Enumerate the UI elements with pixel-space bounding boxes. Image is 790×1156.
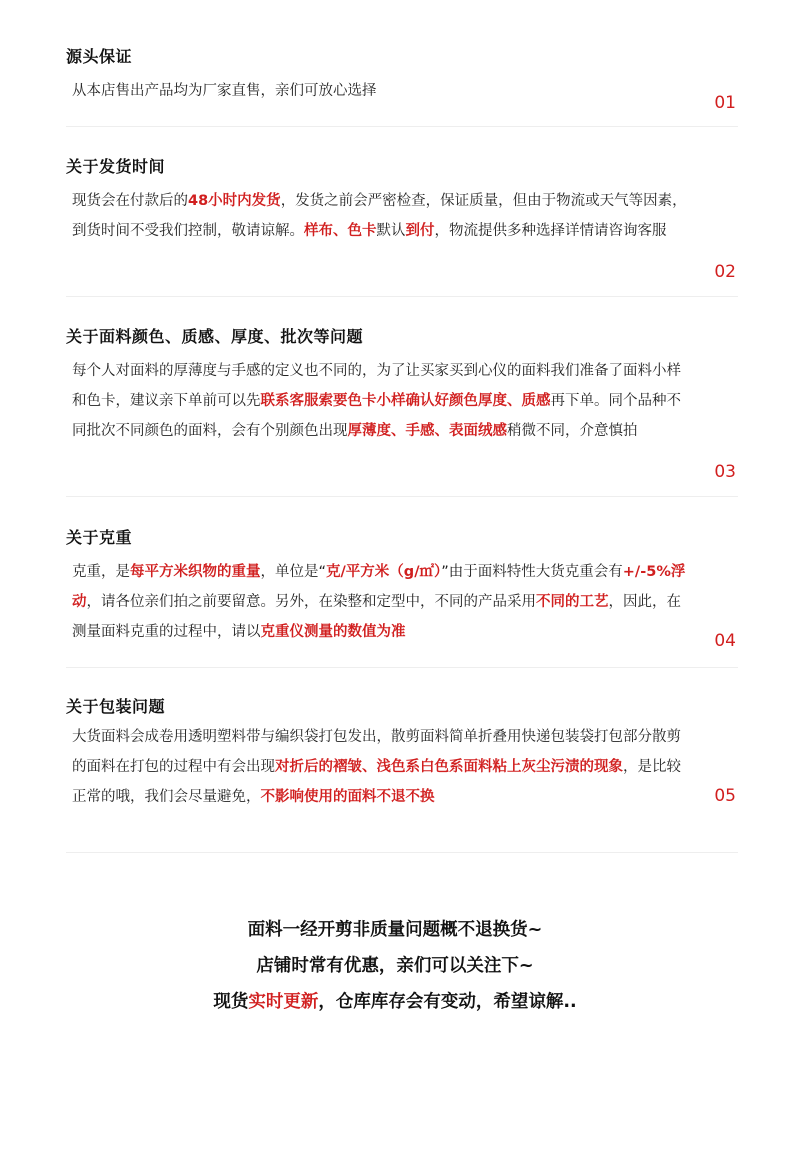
highlight-text: 厚薄度、手感、表面绒感 [347,423,507,439]
section-title: 关于包装问题 [66,697,166,716]
body-text: 大货面料会成卷用透明塑料带与编织袋打包发出，散剪面料简单折叠用快递包装袋打包部分散剪的面料在打包的过程中有会出现 [72,729,681,775]
footer-line-3-prefix: 现货 [213,992,249,1012]
section-body [66,557,738,668]
body-text: ，因此，在测量面料克重的过程中，请以 [72,594,681,640]
section-text [66,186,687,246]
footer-line-3-suffix: ，仓库库存会有变动，希望谅解.. [318,992,577,1012]
highlight-text: 克重仪测量的数值为准 [260,624,406,640]
section-01 [66,46,738,127]
highlight-text: 样布、色卡 [304,223,377,239]
section-title: 源头保证 [66,47,133,66]
body-text: 从本店售出产品均为厂家直售，亲们可放心选择 [72,83,377,99]
body-text: 稍微不同，介意慎拍 [507,423,638,439]
highlight-text: 不影响使用的面料不退不换 [260,789,435,805]
section-body [66,76,738,127]
footer-line-3-highlight: 实时更新 [248,992,319,1012]
section-text [66,557,687,647]
section-05 [66,696,738,853]
section-number: 03 [714,462,736,482]
section-body [66,356,738,497]
highlight-text: 克/平方米（g/㎡） [326,564,442,580]
section-03 [66,326,738,497]
highlight-text: 到付 [405,223,435,239]
body-text: ”由于面料特性大货克重会有 [441,564,623,580]
section-02 [66,156,738,297]
body-text: ，请各位亲们拍之前要留意。另外，在染整和定型中，不同的产品采用 [86,594,536,610]
body-text: ，是比较正常的哦，我们会尽量避免， [72,759,681,805]
section-body [66,186,738,297]
section-title: 关于克重 [66,528,133,547]
section-number: 01 [714,93,736,113]
section-number: 02 [714,262,736,282]
highlight-text: 联系客服索要色卡小样确认好颜色厚度、质感 [260,393,551,409]
body-text: ，单位是“ [260,564,327,580]
highlight-text: 48小时内发货 [188,193,281,209]
body-text: 再下单。同个品种不同批次不同颜色的面料，会有个别颜色出现 [72,393,681,439]
footer-notice [0,912,790,1020]
section-title: 关于发货时间 [66,157,166,176]
section-body [66,722,738,853]
section-text [66,722,687,812]
body-text: 克重，是 [72,564,130,580]
highlight-text: +/-5%浮动 [72,564,686,610]
section-number: 04 [714,631,736,651]
footer-line-1: 面料一经开剪非质量问题概不退换货~ [247,920,543,940]
section-title: 关于面料颜色、质感、厚度、批次等问题 [66,327,364,346]
body-text: 每个人对面料的厚薄度与手感的定义也不同的，为了让买家买到心仪的面料我们准备了面料小样和色卡，建议亲下单前可以先 [72,363,681,409]
body-text: ，发货之前会严密检查，保证质量，但由于物流或天气等因素，到货时间不受我们控制，敬请谅解。 [72,193,687,239]
highlight-text: 每平方米织物的重量 [130,564,261,580]
highlight-text: 不同的工艺 [536,594,609,610]
footer-line-2: 店铺时常有优惠，亲们可以关注下~ [256,956,534,976]
body-text: ，物流提供多种选择详情请咨询客服 [434,223,667,239]
section-04 [66,527,738,668]
section-text [66,76,687,106]
footer-line-3 [0,984,790,1020]
section-text [66,356,687,446]
body-text: 现货会在付款后的 [72,193,188,209]
section-number: 05 [714,786,736,806]
body-text: 默认 [376,223,406,239]
highlight-text: 对折后的褶皱、浅色系白色系面料粘上灰尘污渍的现象 [275,759,623,775]
